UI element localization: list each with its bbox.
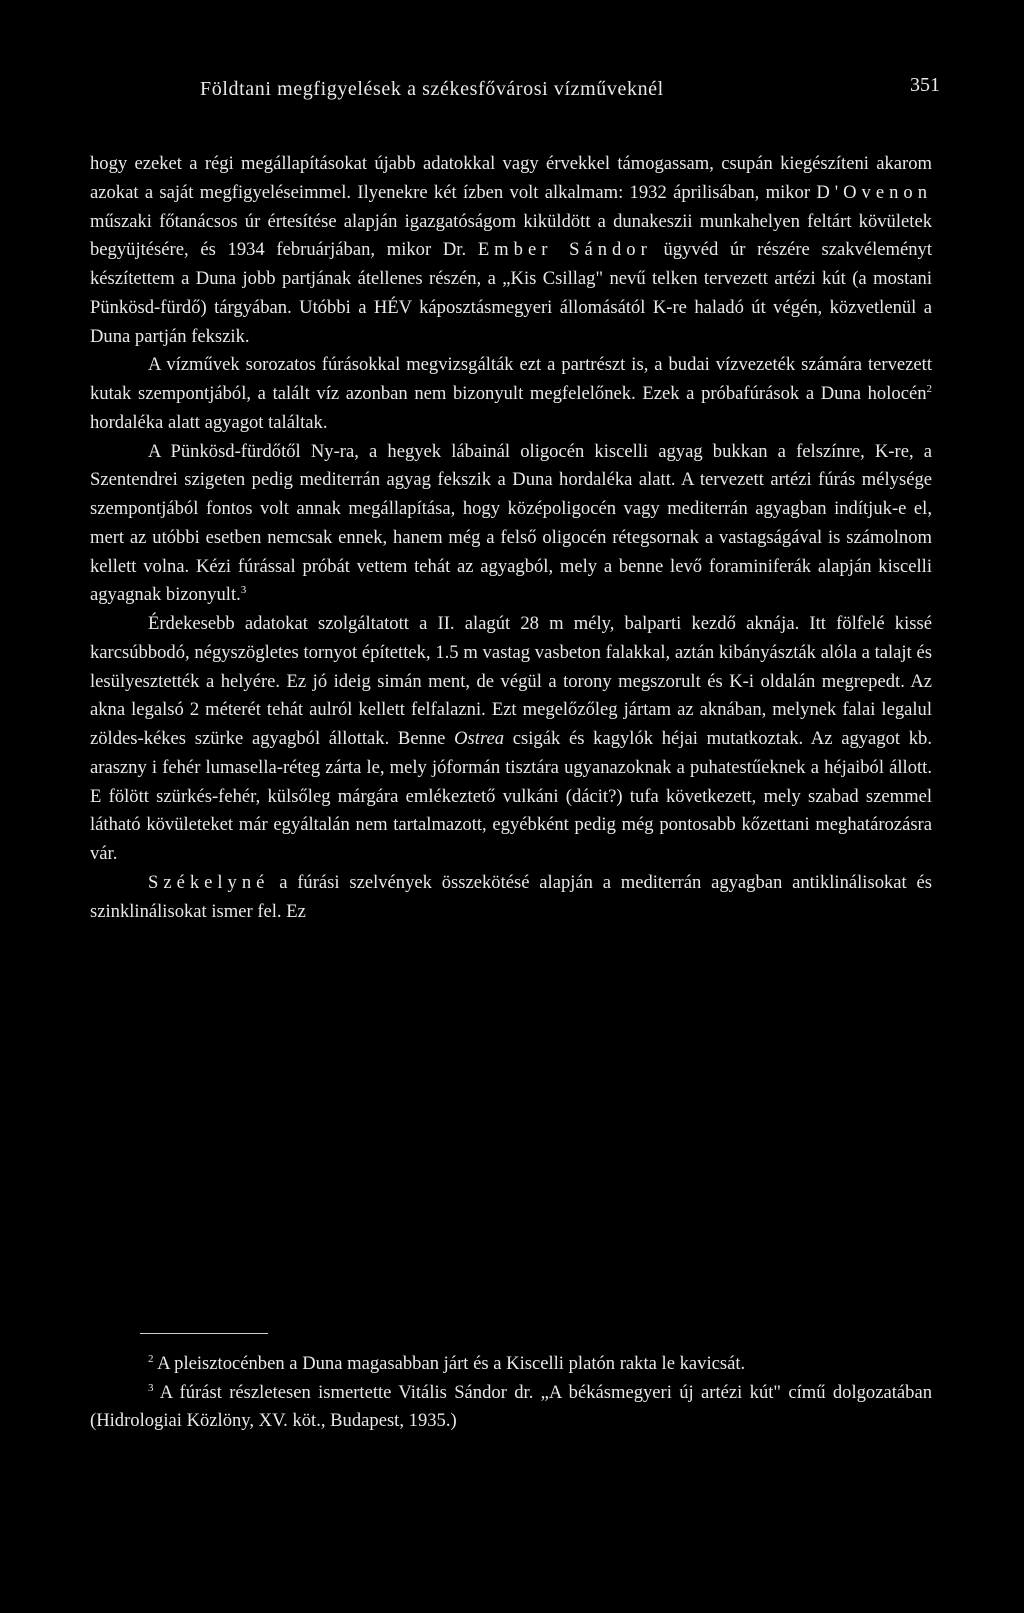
paragraph-4 [90, 610, 932, 869]
paragraph-1 [90, 150, 932, 351]
running-head: Földtani megfigyelések a székesfővárosi vízműveknél [200, 78, 664, 100]
footnote-2-mark: 2 [148, 1352, 154, 1365]
paragraph-2-text-b: hordaléka alatt agyagot találtak. [90, 411, 328, 433]
paragraph-1-part-a: hogy ezeket a régi megállapításokat újabb adatokkal vagy érvekkel támogassam, csupán kiegészíteni akarom azokat a saját megfigyeléseimmel. Ilyenekre két ízben volt alkalmam: 1932 áprilisában, mikor [90, 153, 932, 203]
person-name-ember: Ember Sándor [477, 239, 652, 261]
person-name-szekelyne: Székelyné [148, 871, 270, 893]
paragraph-2-text: A vízművek sorozatos fúrásokkal megvizsgálták ezt a partrészt is, a budai vízvezeték számára tervezett kutak szempontjából, a talált víz azonban nem bizonyult megfelelőnek. Ezek a próbafúrások a Duna holocén [90, 354, 932, 404]
body-text [90, 150, 932, 926]
footnote-separator [140, 1333, 268, 1334]
paragraph-3-text: A Pünkösd-fürdőtől Ny-ra, a hegyek lábainál oligocén kiscelli agyag bukkan a felszínre, K-re, a Szentendrei szigeten pedig mediterrán agyag fekszik a Duna hordaléka alatt. A tervezett artézi fúrás mélysége szempontjából fontos volt annak megállapítása, hogy középoligocén vagy mediterrán agyagban indítjuk-e el, mert az utóbbi esetben nemcsak ennek, hanem még a felső oligocén rétegsornak a vastagságával is számolnom kellett volna. Kézi fúrással próbát vettem tehát az agyagból, mely a benne levő foraminiferák alapján kiscelli agyagnak bizonyult. [90, 440, 932, 606]
paragraph-5 [90, 869, 932, 927]
page-header [90, 74, 940, 110]
footnote-3 [90, 1379, 932, 1436]
page-number: 351 [910, 74, 940, 96]
taxon-name: Ostrea [454, 728, 505, 749]
paragraph-3 [90, 438, 932, 611]
person-name-dovenon: D'Ovenon [816, 181, 932, 203]
paragraph-4-part-b: csigák és kagylók héjai mutatkoztak. Az agyagot kb. araszny i fehér lumasella-réteg zárta le, mely jóformán tisztára ugyanazoknak a puhatestűeknek a héjaiból állott. E fölött szürkés-fehér, külsőleg márgára emlékeztető vulkáni (dácit?) tufa következett, mely szabad szemmel látható kövületeket már egyáltalán nem tartalmazott, egyébként pedig még pontosabb kőzettani meghatározásra vár. [90, 728, 932, 864]
footnote-2-text: A pleisztocénben a Duna magasabban járt és a Kiscelli platón rakta le kavicsát. [153, 1353, 746, 1374]
footnote-3-text: A fúrást részletesen ismertette Vitális Sándor dr. „A békásmegyeri új artézi kút" című dolgozatában (Hidrologiai Közlöny, XV. köt., Budapest, 1935.) [90, 1381, 932, 1431]
paragraph-1-part-c: ügyvéd úr részére szakvéleményt készítettem a Duna jobb partjának átellenes részén, a „Kis Csillag" nevű telken tervezett artézi kút (a mostani Pünkösd-fürdő) tárgyában. Utóbbi a HÉV káposztásmegyeri állomásától K-re haladó út végén, közvetlenül a Duna partján fekszik. [90, 239, 933, 347]
paragraph-5-text: a fúrási szelvények összekötésé alapján a mediterrán agyagban antiklinálisokat és szinklinálisokat ismer fel. Ez [90, 871, 932, 922]
footnotes [90, 1350, 932, 1436]
footnote-2 [90, 1350, 932, 1379]
footnote-3-mark: 3 [148, 1381, 154, 1394]
footnote-ref-3: 3 [240, 584, 247, 597]
paragraph-4-part-a: Érdekesebb adatokat szolgáltatott a II. alagút 28 m mély, balparti kezdő aknája. Itt fölfelé kissé karcsúbbodó, négyszögletes tornyot építettek, 1.5 m vastag vasbeton falakkal, aztán kibányászták alóla a talajt és lesülyesztették a helyére. Ez jó ideig simán ment, de végül a torony megszorult és K-i oldalán megrepedt. Az akna legalsó 2 méterét tehát aulról kellett felfalazni. Ezt megelőzőleg jártam az aknában, melynek falai legalul zöldes-kékes szürke agyagból állottak. Benne [90, 613, 932, 749]
paragraph-2 [90, 351, 932, 437]
paragraph-1-part-b: műszaki főtanácsos úr értesítése alapján igazgatóságom kiküldött a dunakeszii munkahelyen feltárt kövületek begyüjtésére, és 1934 februárjában, mikor Dr. [90, 210, 932, 261]
footnote-ref-2: 2 [926, 382, 932, 395]
